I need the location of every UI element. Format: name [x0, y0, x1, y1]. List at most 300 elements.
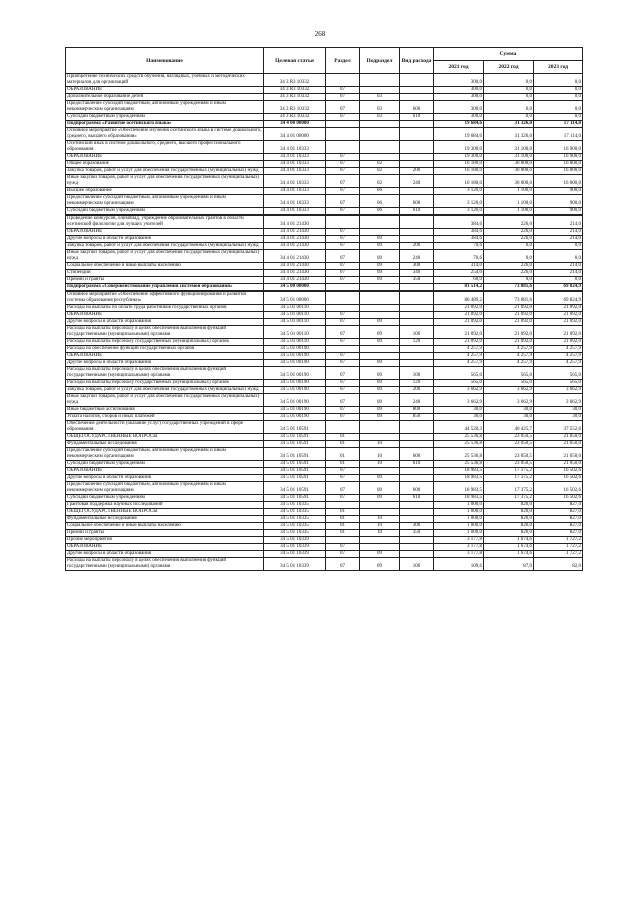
table-cell-b: 23 050,5 — [484, 441, 534, 448]
table-cell-s: 01 — [326, 461, 360, 468]
table-cell-t — [400, 94, 434, 101]
table-row — [66, 544, 583, 551]
table-cell-target: 34 4 01 21430 — [264, 216, 326, 229]
table-cell-b: 23 050,5 — [484, 434, 534, 441]
table-cell-c: 21 050,0 — [534, 434, 583, 441]
table-cell-a: 300,0 — [434, 94, 484, 101]
table-cell-name: Осетинский язык в системе дошкольного, среднего, высшего профессионального образования — [66, 141, 264, 154]
table-cell-c: 900,0 — [534, 208, 583, 215]
table-cell-target: 34 4 01 21430 — [264, 263, 326, 270]
table-cell-c: 21 092,0 — [534, 339, 583, 346]
table-cell-name: ОБРАЗОВАНИЕ — [66, 229, 264, 236]
table-cell-c: 37 552,6 — [534, 421, 583, 434]
table-cell-t: 800 — [400, 407, 434, 414]
table-cell-s: 07 — [326, 243, 360, 250]
table-cell-b: 30 000,0 — [484, 161, 534, 168]
table-cell-b: 21 092,0 — [484, 319, 534, 326]
table-cell-b: 0,0 — [484, 74, 534, 87]
table-cell-target: 34 5 01 10335 — [264, 516, 326, 523]
table-row — [66, 339, 583, 346]
table-row — [66, 161, 583, 168]
table-cell-t — [400, 74, 434, 87]
table-cell-t — [400, 305, 434, 312]
table-cell-name: Субсидии бюджетным учреждениям — [66, 495, 264, 502]
table-cell-p — [360, 229, 400, 236]
table-row — [66, 94, 583, 101]
table-cell-s: 07 — [326, 188, 360, 195]
table-cell-t: 600 — [400, 101, 434, 114]
table-row — [66, 319, 583, 326]
table-cell-b: 31 326,0 — [484, 128, 534, 141]
table-cell-a: 1 000,0 — [434, 502, 484, 509]
table-cell-b: 0,0 — [484, 101, 534, 114]
table-cell-name: Фундаментальные исследования — [66, 516, 264, 523]
table-cell-c: 69 824,9 — [534, 284, 583, 291]
table-cell-name: Расходы на выплаты персоналу в целях обеспечения выполнения функций государственными (муниципальными) органами — [66, 326, 264, 339]
table-cell-p: 09 — [360, 387, 400, 394]
table-cell-s: 01 — [326, 516, 360, 523]
table-row — [66, 353, 583, 360]
table-cell-target: 34 5 01 00110 — [264, 312, 326, 319]
table-cell-a: 3 120,0 — [434, 195, 484, 208]
table-cell-b: 0,0 — [484, 94, 534, 101]
table-cell-b: 0,0 — [484, 114, 534, 121]
table-cell-p: 03 — [360, 94, 400, 101]
table-cell-name: Иные закупки товаров, работ и услуг для обеспечения государственных (муниципальных) нужд — [66, 250, 264, 263]
table-cell-a: 1 000,0 — [434, 509, 484, 516]
table-row — [66, 482, 583, 495]
table-cell-s — [326, 305, 360, 312]
table-cell-c: 1 727,2 — [534, 551, 583, 558]
table-cell-a: 25 536,8 — [434, 441, 484, 448]
table-cell-t: 600 — [400, 195, 434, 208]
table-cell-target: 34 5 01 10591 — [264, 461, 326, 468]
table-cell-c: 214,0 — [534, 236, 583, 243]
table-row — [66, 530, 583, 537]
table-cell-target: 34 5 01 00190 — [264, 387, 326, 394]
table-cell-target: 34 4 01 21430 — [264, 277, 326, 284]
header-target: Целевая статья — [264, 48, 326, 74]
table-cell-target: 34 5 01 10591 — [264, 475, 326, 482]
table-cell-c: 16 000,0 — [534, 161, 583, 168]
table-cell-a: 300,0 — [434, 101, 484, 114]
table-cell-t — [400, 434, 434, 441]
table-cell-a: 19 684,6 — [434, 128, 484, 141]
table-cell-t — [400, 468, 434, 475]
table-cell-p — [360, 502, 400, 509]
table-cell-b: 820,0 — [484, 502, 534, 509]
table-cell-target: 34 5 01 10335 — [264, 523, 326, 530]
table-row — [66, 128, 583, 141]
table-cell-name: Общее образование — [66, 161, 264, 168]
table-cell-name: Стипендии — [66, 270, 264, 277]
table-cell-name: Основное мероприятие «Обеспечение эффективного функционирования и развития системы образования республики» — [66, 292, 264, 305]
table-cell-t: 100 — [400, 558, 434, 571]
table-cell-a: 3 662,9 — [434, 387, 484, 394]
table-cell-c: 21 050,0 — [534, 448, 583, 461]
table-cell-c: 16 502,6 — [534, 482, 583, 495]
table-cell-s: 07 — [326, 475, 360, 482]
table-cell-p: 10 — [360, 516, 400, 523]
table-cell-c: 17 114,0 — [534, 128, 583, 141]
table-cell-name: Предоставление субсидий бюджетным, автономным учреждениям и иным некоммерческим организациям — [66, 195, 264, 208]
table-row — [66, 360, 583, 367]
table-cell-target: 34 5 01 00000 — [264, 292, 326, 305]
table-cell-target: 34 5 01 00110 — [264, 326, 326, 339]
table-row — [66, 475, 583, 482]
table-cell-name: Субсидии бюджетным учреждениям — [66, 114, 264, 121]
table-cell-s: 07 — [326, 394, 360, 407]
table-cell-t — [400, 312, 434, 319]
table-cell-c: 214,0 — [534, 270, 583, 277]
table-row — [66, 346, 583, 353]
table-cell-s: 07 — [326, 551, 360, 558]
table-cell-c: 82,0 — [534, 558, 583, 571]
table-cell-b: 23 050,5 — [484, 448, 534, 461]
table-cell-c: 30,0 — [534, 407, 583, 414]
table-row — [66, 168, 583, 175]
table-cell-p — [360, 312, 400, 319]
table-cell-t — [400, 353, 434, 360]
table-cell-p — [360, 141, 400, 154]
header-name: Наименование — [66, 48, 264, 74]
table-cell-c: 16 000,0 — [534, 168, 583, 175]
table-cell-target: 34 5 01 00190 — [264, 407, 326, 414]
table-cell-target: 34 4 01 21430 — [264, 229, 326, 236]
table-cell-s — [326, 74, 360, 87]
table-row — [66, 87, 583, 94]
table-cell-name: Иные закупки товаров, работ и услуг для обеспечения государственных (муниципальных) нужд — [66, 175, 264, 188]
table-cell-c: 0,0 — [534, 94, 583, 101]
table-cell-p: 06 — [360, 195, 400, 208]
table-cell-c: 21 092,0 — [534, 319, 583, 326]
table-cell-c: 0,0 — [534, 101, 583, 114]
table-cell-a: 19 300,0 — [434, 141, 484, 154]
table-cell-name: ОБЩЕГОСУДАРСТВЕННЫЕ ВОПРОСЫ — [66, 434, 264, 441]
table-cell-a: 18 983,5 — [434, 482, 484, 495]
table-cell-t: 120 — [400, 380, 434, 387]
table-cell-b: 226,0 — [484, 229, 534, 236]
table-cell-target: 34 5 01 10591 — [264, 482, 326, 495]
table-cell-b: 1 100,0 — [484, 195, 534, 208]
table-cell-name: Расходы на выплаты персоналу государственных (муниципальных) органов — [66, 380, 264, 387]
table-cell-target: 34 5 01 00110 — [264, 319, 326, 326]
table-cell-a: 25 536,8 — [434, 448, 484, 461]
table-cell-target: 34 5 01 10591 — [264, 495, 326, 502]
table-row — [66, 195, 583, 208]
table-row — [66, 558, 583, 571]
table-cell-b: 17 375,2 — [484, 482, 534, 495]
table-cell-s: 07 — [326, 414, 360, 421]
table-cell-t: 350 — [400, 530, 434, 537]
table-cell-a: 16 180,0 — [434, 168, 484, 175]
table-cell-target: 34 5 01 10591 — [264, 468, 326, 475]
table-cell-target: 34 4 01 21430 — [264, 243, 326, 250]
table-cell-t: 610 — [400, 208, 434, 215]
table-cell-s: 01 — [326, 441, 360, 448]
table-cell-s — [326, 537, 360, 544]
table-cell-target: 34 4 01 00000 — [264, 128, 326, 141]
table-cell-a: 565,0 — [434, 380, 484, 387]
table-cell-target: 34 4 00 00000 — [264, 121, 326, 128]
table-cell-b: 30 000,0 — [484, 168, 534, 175]
table-cell-s: 07 — [326, 161, 360, 168]
table-cell-p — [360, 509, 400, 516]
table-cell-p: 09 — [360, 277, 400, 284]
table-cell-c: 1 727,2 — [534, 537, 583, 544]
table-cell-c: 1 727,2 — [534, 544, 583, 551]
table-cell-b: 4 257,9 — [484, 360, 534, 367]
table-row — [66, 448, 583, 461]
table-cell-t: 610 — [400, 114, 434, 121]
table-row — [66, 188, 583, 195]
table-row — [66, 523, 583, 530]
table-cell-t: 120 — [400, 339, 434, 346]
table-cell-s: 07 — [326, 270, 360, 277]
table-cell-a: 300,0 — [434, 74, 484, 87]
table-cell-p: 09 — [360, 326, 400, 339]
table-cell-name: Субсидии бюджетным учреждениям — [66, 208, 264, 215]
table-cell-p: 02 — [360, 161, 400, 168]
table-cell-b: 3 662,9 — [484, 387, 534, 394]
table-cell-p: 09 — [360, 414, 400, 421]
table-cell-p — [360, 537, 400, 544]
table-cell-b: 0,0 — [484, 243, 534, 250]
header-type: Вид расхода — [400, 48, 434, 74]
table-cell-s: 07 — [326, 339, 360, 346]
table-cell-b: 17 375,2 — [484, 495, 534, 502]
table-cell-s: 01 — [326, 509, 360, 516]
table-cell-t: 240 — [400, 250, 434, 263]
table-cell-s — [326, 292, 360, 305]
table-cell-s: 07 — [326, 558, 360, 571]
table-cell-s: 07 — [326, 175, 360, 188]
table-cell-p: 06 — [360, 188, 400, 195]
table-cell-name: Субсидии бюджетным учреждениям — [66, 461, 264, 468]
table-cell-a: 19 300,0 — [434, 154, 484, 161]
table-cell-target: 34 5 01 10591 — [264, 441, 326, 448]
table-cell-s: 07 — [326, 326, 360, 339]
table-cell-target: 34 5 01 10591 — [264, 434, 326, 441]
table-cell-t: 600 — [400, 448, 434, 461]
table-cell-s: 07 — [326, 168, 360, 175]
table-cell-p — [360, 434, 400, 441]
table-cell-t — [400, 516, 434, 523]
table-cell-a: 4 257,9 — [434, 360, 484, 367]
table-cell-p — [360, 346, 400, 353]
table-cell-t: 300 — [400, 263, 434, 270]
table-cell-target: 34 5 01 00190 — [264, 367, 326, 380]
table-row — [66, 284, 583, 291]
table-cell-name: Социальное обеспечение и иные выплаты населению — [66, 523, 264, 530]
table-cell-target: 34 4 01 21430 — [264, 250, 326, 263]
table-cell-target: 34 5 01 10335 — [264, 530, 326, 537]
table-cell-s: 07 — [326, 319, 360, 326]
table-cell-name: Высшее образование — [66, 188, 264, 195]
table-row — [66, 326, 583, 339]
table-cell-target: 34 5 01 10591 — [264, 421, 326, 434]
table-cell-name: Закупка товаров, работ и услуг для обеспечения государственных (муниципальных) нужд — [66, 243, 264, 250]
table-cell-target: 34 5 01 10335 — [264, 502, 326, 509]
table-cell-p — [360, 154, 400, 161]
table-cell-c: 17 114,0 — [534, 121, 583, 128]
table-cell-b: 21 092,0 — [484, 326, 534, 339]
table-cell-b: 30 000,0 — [484, 175, 534, 188]
table-cell-target: 34 3 R3 10332 — [264, 74, 326, 87]
table-cell-a: 3 177,8 — [434, 544, 484, 551]
header-2023: 2023 год — [534, 61, 583, 74]
table-cell-target: 34 3 R3 10332 — [264, 114, 326, 121]
table-cell-t: 240 — [400, 175, 434, 188]
table-cell-name: Проведение конкурсов, олимпиад, учреждение образовательных грантов в области осетинской филологии для лучших учителей — [66, 216, 264, 229]
table-row — [66, 537, 583, 544]
table-cell-s: 07 — [326, 353, 360, 360]
table-cell-name: Закупка товаров, работ и услуг для обеспечения государственных (муниципальных) нужд — [66, 168, 264, 175]
table-cell-a: 1 000,0 — [434, 530, 484, 537]
header-2022: 2022 год — [484, 61, 534, 74]
table-cell-c: 565,0 — [534, 380, 583, 387]
table-cell-target: 34 3 R3 10332 — [264, 87, 326, 94]
table-cell-c: 827,0 — [534, 523, 583, 530]
table-cell-b: 21 092,0 — [484, 305, 534, 312]
table-cell-a: 3 662,9 — [434, 394, 484, 407]
table-cell-a: 300,0 — [434, 87, 484, 94]
table-cell-name: ОБРАЗОВАНИЕ — [66, 87, 264, 94]
header-sum: Сумма — [434, 48, 583, 61]
table-cell-p — [360, 305, 400, 312]
table-cell-b: 226,0 — [484, 270, 534, 277]
table-row — [66, 263, 583, 270]
table-cell-target: 34 4 01 10333 — [264, 175, 326, 188]
table-cell-name: Предоставление субсидий бюджетным, автономным учреждениям и иным некоммерческим организациям — [66, 101, 264, 114]
table-cell-target: 34 5 01 10339 — [264, 558, 326, 571]
table-cell-c: 21 050,0 — [534, 441, 583, 448]
table-cell-b: 0,0 — [484, 277, 534, 284]
table-cell-a: 4 257,9 — [434, 353, 484, 360]
table-cell-c: 0,0 — [534, 243, 583, 250]
table-cell-target: 34 5 01 00190 — [264, 346, 326, 353]
table-cell-s: 07 — [326, 94, 360, 101]
table-cell-c: 16 502,6 — [534, 475, 583, 482]
table-cell-p — [360, 353, 400, 360]
table-cell-t — [400, 188, 434, 195]
table-cell-name: Премии и гранты — [66, 277, 264, 284]
table-cell-p — [360, 421, 400, 434]
table-cell-s — [326, 284, 360, 291]
table-cell-name: Прочие мероприятия — [66, 537, 264, 544]
table-cell-p: 09 — [360, 475, 400, 482]
table-cell-b: 226,0 — [484, 263, 534, 270]
table-row — [66, 121, 583, 128]
table-cell-b: 4 257,9 — [484, 353, 534, 360]
table-cell-b: 820,0 — [484, 509, 534, 516]
table-cell-s: 07 — [326, 195, 360, 208]
table-cell-b: 31 100,0 — [484, 141, 534, 154]
table-cell-target: 34 5 01 10335 — [264, 509, 326, 516]
table-cell-name: Иные бюджетные ассигнования — [66, 407, 264, 414]
table-cell-t — [400, 87, 434, 94]
table-row — [66, 380, 583, 387]
table-cell-c: 900,0 — [534, 195, 583, 208]
table-cell-t — [400, 284, 434, 291]
table-cell-t: 340 — [400, 270, 434, 277]
table-cell-name: ОБРАЗОВАНИЕ — [66, 468, 264, 475]
table-row — [66, 243, 583, 250]
table-cell-s: 07 — [326, 87, 360, 94]
table-cell-a: 21 092,0 — [434, 326, 484, 339]
table-cell-target: 34 5 01 00110 — [264, 339, 326, 346]
table-cell-name: Обеспечение деятельности (оказание услуг) государственных учреждений в сфере образования — [66, 421, 264, 434]
table-cell-p: 09 — [360, 263, 400, 270]
table-cell-s: 07 — [326, 154, 360, 161]
table-cell-t — [400, 236, 434, 243]
table-cell-b: 21 092,0 — [484, 339, 534, 346]
table-cell-target: 34 4 01 10333 — [264, 161, 326, 168]
table-cell-t — [400, 421, 434, 434]
table-cell-a: 254,0 — [434, 270, 484, 277]
table-cell-p: 09 — [360, 319, 400, 326]
table-row — [66, 495, 583, 502]
table-cell-a: 4 257,9 — [434, 346, 484, 353]
table-cell-c: 16 900,0 — [534, 154, 583, 161]
table-cell-a: 21 092,0 — [434, 305, 484, 312]
table-cell-c: 0,0 — [534, 114, 583, 121]
table-cell-a: 21 092,0 — [434, 312, 484, 319]
table-cell-s: 07 — [326, 208, 360, 215]
table-cell-c: 214,0 — [534, 216, 583, 229]
table-cell-target: 34 5 01 00190 — [264, 353, 326, 360]
table-row — [66, 468, 583, 475]
table-cell-s — [326, 216, 360, 229]
table-cell-p — [360, 74, 400, 87]
table-row — [66, 421, 583, 434]
table-cell-name: Другие вопросы в области образования — [66, 236, 264, 243]
table-cell-c: 16 000,0 — [534, 175, 583, 188]
table-cell-name: ОБЩЕГОСУДАРСТВЕННЫЕ ВОПРОСЫ — [66, 509, 264, 516]
table-cell-a: 70,6 — [434, 250, 484, 263]
table-cell-b: 1 100,0 — [484, 188, 534, 195]
table-cell-p: 09 — [360, 482, 400, 495]
table-cell-c: 0,0 — [534, 250, 583, 263]
table-cell-target: 34 5 01 10339 — [264, 544, 326, 551]
table-row — [66, 394, 583, 407]
table-cell-b: 30,0 — [484, 407, 534, 414]
table-row — [66, 208, 583, 215]
table-cell-s: 07 — [326, 482, 360, 495]
table-cell-s: 01 — [326, 523, 360, 530]
table-cell-a: 314,0 — [434, 263, 484, 270]
table-cell-c: 16 502,6 — [534, 468, 583, 475]
table-cell-b: 30,0 — [484, 414, 534, 421]
table-cell-b: 73 081,6 — [484, 292, 534, 305]
table-cell-c: 565,0 — [534, 367, 583, 380]
table-cell-p — [360, 544, 400, 551]
table-cell-name: Другие вопросы в области образования — [66, 360, 264, 367]
table-cell-c: 0,0 — [534, 277, 583, 284]
table-cell-t — [400, 509, 434, 516]
table-row — [66, 502, 583, 509]
table-row — [66, 414, 583, 421]
table-cell-c: 827,0 — [534, 530, 583, 537]
table-cell-a: 80 489,2 — [434, 292, 484, 305]
table-cell-s: 07 — [326, 263, 360, 270]
table-cell-s: 07 — [326, 360, 360, 367]
table-cell-b: 17 375,2 — [484, 468, 534, 475]
table-cell-t: 600 — [400, 482, 434, 495]
table-row — [66, 407, 583, 414]
table-cell-t: 240 — [400, 394, 434, 407]
table-cell-b: 3 662,9 — [484, 394, 534, 407]
